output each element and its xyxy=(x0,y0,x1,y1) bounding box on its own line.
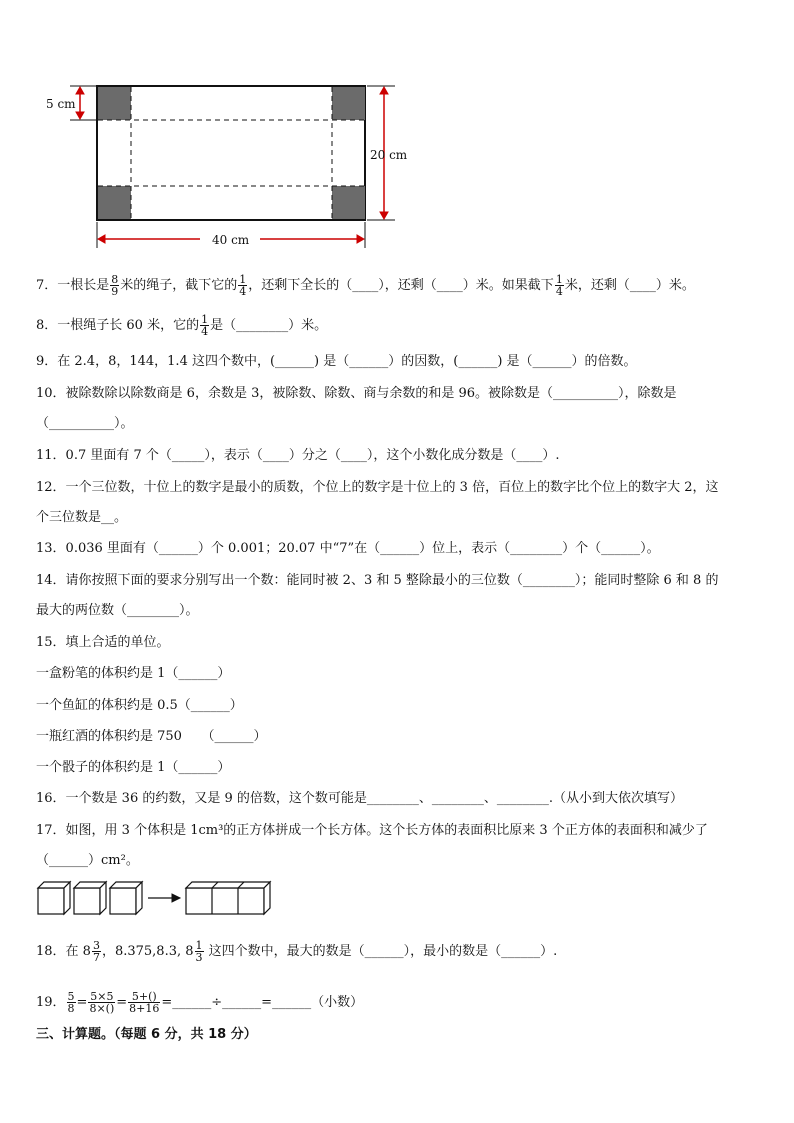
label-20cm: 20 cm xyxy=(370,148,408,162)
q18-text-1: 18．在 8 xyxy=(36,944,91,959)
frac-den: 9 xyxy=(111,285,119,298)
question-13: 13．0.036 里面有（______）个 0.001；20.07 中“7”在（______）位上，表示（________）个（______）。 xyxy=(36,541,660,556)
frac-den: 8×() xyxy=(89,1002,115,1015)
question-15-item-4: 一个骰子的体积约是 1（______） xyxy=(36,760,231,775)
frac-num: 1 xyxy=(201,313,209,326)
question-11: 11．0.7 里面有 7 个（_____），表示（____）分之（____），这个小数化成分数是（____）. xyxy=(36,448,560,463)
fraction-3-7 xyxy=(92,940,101,963)
q7-text-2: 米的绳子，截下它的 xyxy=(120,278,238,293)
outer-rectangle xyxy=(97,86,365,220)
question-8 xyxy=(36,314,327,337)
frac-num: 3 xyxy=(92,939,100,952)
cubes-figure xyxy=(36,878,276,918)
fraction-1-4 xyxy=(238,274,247,297)
frac-num: 1 xyxy=(239,273,247,286)
cuboid xyxy=(186,882,270,914)
q7-text-4: 米，还剩（____）米。 xyxy=(564,278,695,293)
q7-text-1: 7．一根长是 xyxy=(36,278,110,293)
fraction-5-8 xyxy=(67,991,76,1014)
q18-text-2: ，8.375,8.3, 8 xyxy=(101,944,194,959)
q19-label: 19． xyxy=(36,995,66,1010)
question-15-item-2: 一个鱼缸的体积约是 0.5（______） xyxy=(36,698,243,713)
fraction-5plus xyxy=(128,991,160,1014)
question-15: 15．填上合适的单位。 xyxy=(36,635,170,650)
arrow-right-icon xyxy=(148,894,180,902)
frac-num: 8 xyxy=(111,273,119,286)
question-14-line-2: 最大的两位数（________）。 xyxy=(36,603,199,618)
q19-text-2: =______÷______=______（小数） xyxy=(161,995,364,1010)
frac-den: 8 xyxy=(67,1002,75,1015)
q18-text-3: 这四个数中，最大的数是（______），最小的数是（______）. xyxy=(204,944,558,959)
frac-num: 5×5 xyxy=(90,990,114,1003)
fraction-1-3 xyxy=(195,940,204,963)
frac-den: 4 xyxy=(555,285,563,298)
corner-square-top-left xyxy=(98,87,131,120)
label-5cm: 5 cm xyxy=(46,97,76,111)
q8-text-1: 8．一根绳子长 60 米，它的 xyxy=(36,318,200,333)
question-12-line-2: 个三位数是__。 xyxy=(36,510,128,525)
frac-den: 8+16 xyxy=(129,1002,160,1015)
question-10-line-1: 10．被除数除以除数商是 6，余数是 3，被除数、除数、商与余数的和是 96。被除数是（__________），除数是 xyxy=(36,386,677,401)
question-17-line-1: 17．如图，用 3 个体积是 1cm³的正方体拼成一个长方体。这个长方体的表面积比原来 3 个正方体的表面积和减少了 xyxy=(36,823,708,838)
question-16: 16．一个数是 36 的约数，又是 9 的倍数，这个数可能是________、________、________.（从小到大依次填写） xyxy=(36,791,684,806)
question-15-item-1: 一盒粉笔的体积约是 1（______） xyxy=(36,666,231,681)
frac-num: 1 xyxy=(195,939,203,952)
frac-num: 5+() xyxy=(128,991,160,1003)
section-3-heading: 三、计算题。（每题 6 分，共 18 分） xyxy=(36,1027,257,1042)
fraction-1-4 xyxy=(200,314,209,337)
q7-text-3: ，还剩下全长的（____），还剩（____）米。如果截下 xyxy=(248,278,554,293)
question-10-line-2: （__________）。 xyxy=(36,416,134,431)
frac-den: 3 xyxy=(195,951,203,964)
frac-den: 7 xyxy=(92,951,100,964)
question-17-line-2: （______）cm²。 xyxy=(36,853,139,868)
label-40cm: 40 cm xyxy=(212,233,250,247)
corner-square-bottom-right xyxy=(332,186,365,219)
question-14-line-1: 14．请你按照下面的要求分别写出一个数：能同时被 2、3 和 5 整除最小的三位数（________）；能同时整除 6 和 8 的 xyxy=(36,573,719,588)
fraction-8-9 xyxy=(110,274,119,297)
frac-den: 4 xyxy=(239,285,247,298)
fraction-1-4 xyxy=(555,274,564,297)
corner-square-top-right xyxy=(332,87,365,120)
question-12-line-1: 12．一个三位数，十位上的数字是最小的质数，个位上的数字是十位上的 3 倍，百位上的数字比个位上的数字大 2，这 xyxy=(36,480,719,495)
question-18 xyxy=(36,940,557,963)
frac-num: 1 xyxy=(555,273,563,286)
q8-text-2: 是（________）米。 xyxy=(210,318,328,333)
question-19: 19． $\frac{5}{8}$ = $\frac{5\times 5}{8\times()}$ = $\frac{5+()}{8+16}$ =______÷______=______（小数） xyxy=(36,990,364,1015)
fraction-5x5 xyxy=(88,991,115,1014)
corner-square-bottom-left xyxy=(98,186,131,219)
question-7 xyxy=(36,274,695,297)
frac-den: 4 xyxy=(201,325,209,338)
cube-2 xyxy=(74,882,106,914)
cube-1 xyxy=(38,882,70,914)
question-15-item-3: 一瓶红酒的体积约是 750 （______） xyxy=(36,729,267,744)
cube-3 xyxy=(110,882,142,914)
rectangle-cutout-figure xyxy=(30,80,430,255)
question-9: 9．在 2.4，8，144，1.4 这四个数中，(______) 是（______）的因数，(______) 是（______）的倍数。 xyxy=(36,354,637,369)
frac-num: 5 xyxy=(67,990,75,1003)
